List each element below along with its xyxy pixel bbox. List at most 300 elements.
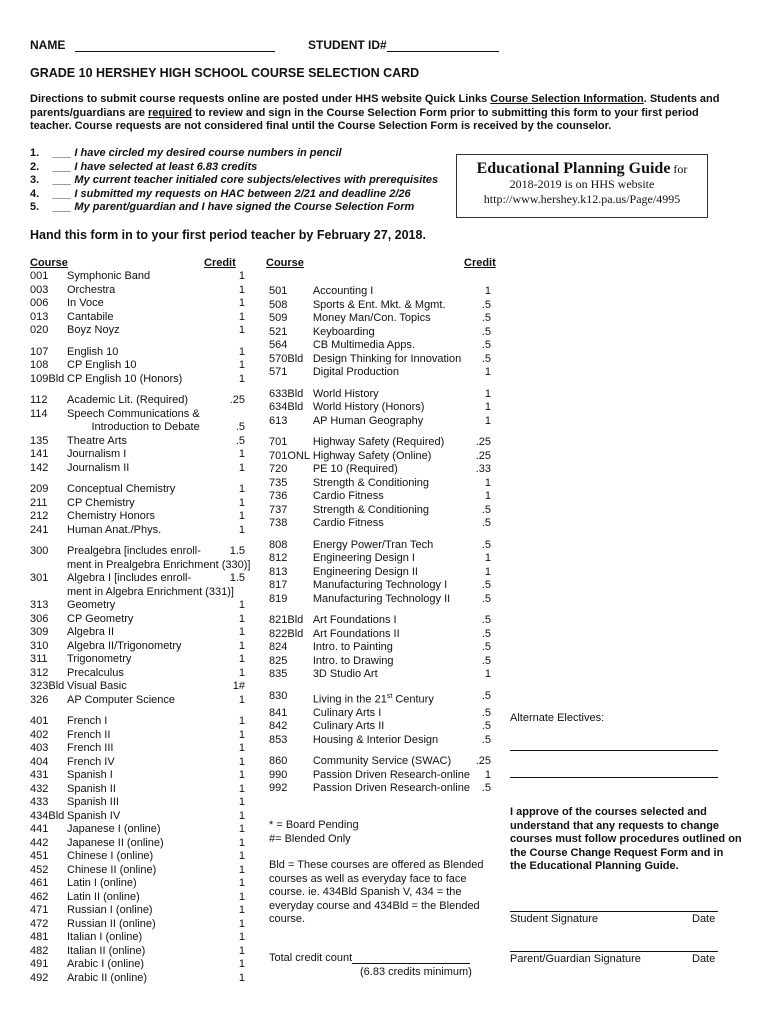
course-credit: 1 <box>484 565 491 578</box>
course-code: 404 <box>30 755 49 768</box>
course-code: 312 <box>30 666 49 679</box>
course-row[interactable] <box>30 408 245 422</box>
course-credit: .5 <box>481 733 491 746</box>
course-credit: 1 <box>238 310 245 323</box>
group-spacer <box>269 606 491 614</box>
course-credit: 1 <box>238 931 245 943</box>
course-code: 006 <box>30 297 49 309</box>
course-row[interactable] <box>30 324 245 338</box>
parent-signature-line[interactable] <box>510 951 718 952</box>
directions <box>30 93 740 134</box>
checklist-number: 1. <box>30 147 40 159</box>
course-code: 633Bld <box>269 387 304 400</box>
course-code: 451 <box>30 850 49 862</box>
course-name: Conceptual Chemistry <box>67 483 176 495</box>
course-row[interactable] <box>30 524 245 538</box>
course-code: 461 <box>30 877 49 889</box>
course-name: Orchestra <box>67 283 116 296</box>
course-credit: 1 <box>484 366 491 378</box>
course-name: Theatre Arts <box>67 434 127 447</box>
course-code: 300 <box>30 545 49 557</box>
group-spacer <box>269 428 491 436</box>
course-row[interactable] <box>269 366 491 380</box>
course-row[interactable] <box>269 690 491 707</box>
total-credit-label: Total credit count <box>269 952 353 964</box>
course-row[interactable] <box>30 599 245 613</box>
course-code: 311 <box>30 653 48 665</box>
course-row[interactable] <box>30 680 245 694</box>
course-code: 003 <box>30 283 49 296</box>
course-row[interactable] <box>30 769 245 783</box>
course-name: CP English 10 <box>67 359 137 371</box>
course-credit: .5 <box>481 325 491 338</box>
course-row[interactable] <box>30 864 245 878</box>
course-row[interactable] <box>269 579 491 593</box>
course-code: 613 <box>269 414 288 427</box>
course-name: Manufacturing Technology II <box>312 592 451 605</box>
directions-text-2: . Students and parents/guardians are <box>30 93 720 119</box>
credit-minimum: (6.83 credits minimum) <box>360 966 472 978</box>
checklist <box>30 147 438 215</box>
course-code: 492 <box>30 971 49 984</box>
course-code: 825 <box>269 654 288 667</box>
course-code: 736 <box>269 490 288 502</box>
course-code: 313 <box>30 599 49 611</box>
course-row[interactable] <box>269 720 491 734</box>
course-code: 112 <box>30 394 48 406</box>
name-id-header <box>30 38 499 52</box>
course-credit: 1 <box>238 297 245 309</box>
course-row[interactable] <box>30 783 245 797</box>
course-row[interactable] <box>269 504 491 518</box>
course-row[interactable] <box>30 421 245 435</box>
course-name: Chinese II (online) <box>67 863 157 876</box>
course-row[interactable] <box>30 346 245 360</box>
required-word: required <box>148 106 193 119</box>
course-row[interactable] <box>30 640 245 654</box>
course-row[interactable] <box>269 655 491 669</box>
course-name: Boyz Noyz <box>67 324 120 336</box>
mid-course-label: Course <box>266 257 304 269</box>
course-code: 738 <box>269 517 288 529</box>
course-code: 720 <box>269 463 288 475</box>
course-name: Passion Driven Research-online <box>312 768 470 781</box>
course-name: Introduction to Debate <box>67 421 200 433</box>
name-field[interactable] <box>75 40 275 52</box>
course-name: Cardio Fitness <box>312 490 384 502</box>
course-credit: .25 <box>475 755 491 768</box>
course-name: Visual Basic <box>67 680 127 692</box>
course-credit: 1 <box>238 359 245 371</box>
course-name: Engineering Design II <box>312 565 418 578</box>
course-name: Manufacturing Technology I <box>312 579 448 591</box>
course-credit: .5 <box>235 421 245 433</box>
course-row[interactable] <box>269 668 491 682</box>
course-row[interactable] <box>30 510 245 524</box>
course-credit: .5 <box>481 538 491 551</box>
course-code: 824 <box>269 641 288 653</box>
course-name: Intro. to Painting <box>312 641 393 653</box>
parent-signature-label: Parent/Guardian Signature <box>510 953 641 965</box>
course-name: Intro. to Drawing <box>312 654 394 667</box>
course-row[interactable] <box>30 694 245 708</box>
course-name: Academic Lit. (Required) <box>67 394 189 406</box>
checklist-text[interactable]: ___ I have circled my desired course numbers in pencil <box>53 147 342 159</box>
mid-credit-label: Credit <box>464 257 496 269</box>
course-row[interactable] <box>30 837 245 851</box>
course-credit: 1 <box>238 270 245 282</box>
course-row[interactable] <box>30 729 245 743</box>
course-name: Spanish II <box>67 782 116 795</box>
course-code: 737 <box>269 503 288 516</box>
course-code: 501 <box>269 285 288 297</box>
course-name: Art Foundations I <box>312 614 397 626</box>
course-credit: 1 <box>238 372 245 385</box>
checklist-text[interactable]: ___ My current teacher initialed core subjects/electives with prerequisites <box>53 174 439 187</box>
course-code: 114 <box>30 407 48 420</box>
left-course-list <box>30 270 251 985</box>
course-credit: 1 <box>238 626 245 638</box>
course-name: Japanese I (online) <box>67 823 161 835</box>
checklist-item <box>30 161 438 175</box>
course-code: 326 <box>30 693 49 706</box>
course-code: 817 <box>269 579 288 591</box>
course-code: 570Bld <box>269 352 304 365</box>
course-credit: 1 <box>484 668 491 680</box>
course-credit: 1 <box>238 809 245 822</box>
course-row[interactable] <box>30 359 245 373</box>
course-row[interactable] <box>269 285 491 299</box>
course-row[interactable] <box>30 558 251 573</box>
course-name: Journalism II <box>67 461 130 474</box>
course-credit: .33 <box>475 463 491 475</box>
course-code: 402 <box>30 728 49 741</box>
course-code: 842 <box>269 720 288 733</box>
course-code: 301 <box>30 572 49 584</box>
course-credit: 1 <box>238 782 245 795</box>
course-name: French I <box>67 715 108 727</box>
total-credit <box>269 952 470 964</box>
left-course-header <box>30 257 240 269</box>
course-name: PE 10 (Required) <box>312 463 398 475</box>
course-credit: 1 <box>238 890 245 903</box>
course-name: World History (Honors) <box>312 401 425 413</box>
course-code: 701ONL <box>269 449 310 462</box>
course-name: Japanese II (online) <box>67 836 164 849</box>
course-row[interactable] <box>269 477 491 491</box>
course-credit: .5 <box>481 517 491 529</box>
course-row[interactable] <box>30 850 245 864</box>
course-credit: 1 <box>484 552 491 564</box>
course-name: Highway Safety (Required) <box>312 436 445 448</box>
course-code: 434Bld <box>30 809 65 822</box>
course-name: Living in the 21st Century <box>312 692 434 706</box>
course-row[interactable] <box>269 401 491 415</box>
course-credit: .5 <box>481 654 491 667</box>
course-code: 211 <box>30 496 48 509</box>
course-code: 107 <box>30 345 49 358</box>
course-code: 309 <box>30 626 49 638</box>
course-row[interactable] <box>269 450 491 464</box>
course-credit: 1 <box>238 448 245 460</box>
course-code: 020 <box>30 324 49 336</box>
group-spacer <box>30 707 245 715</box>
student-date-label: Date <box>692 913 716 925</box>
course-name: Sports & Ent. Mkt. & Mgmt. <box>312 298 446 311</box>
course-row[interactable] <box>30 877 245 891</box>
checklist-text[interactable]: ___ My parent/guardian and I have signed the Course Selection Form <box>53 201 415 214</box>
total-credit-field[interactable] <box>352 952 470 964</box>
epg-url[interactable]: http://www.hershey.k12.pa.us/Page/4995 <box>483 192 681 206</box>
course-name: CB Multimedia Apps. <box>312 339 415 351</box>
course-name: ment in Prealgebra Enrichment (330)] <box>67 558 251 571</box>
course-row[interactable] <box>269 353 491 367</box>
course-credit: 1 <box>238 496 245 509</box>
course-row[interactable] <box>269 552 491 566</box>
course-name: Culinary Arts I <box>312 706 382 719</box>
checklist-number: 3. <box>30 174 40 187</box>
course-row[interactable] <box>30 435 245 449</box>
course-row[interactable] <box>269 415 491 429</box>
checklist-item <box>30 201 438 215</box>
course-code: 431 <box>30 769 49 781</box>
course-credit: .5 <box>481 706 491 719</box>
course-name: Engineering Design I <box>312 552 415 564</box>
course-row[interactable] <box>30 497 245 511</box>
course-name: World History <box>312 387 379 400</box>
left-credit-label: Credit <box>204 257 236 269</box>
course-code: 452 <box>30 863 49 876</box>
course-credit: .5 <box>481 641 491 653</box>
course-credit: .5 <box>481 720 491 733</box>
course-name: Culinary Arts II <box>312 720 385 733</box>
course-name: Keyboarding <box>312 325 375 338</box>
course-code: 135 <box>30 434 49 447</box>
course-row[interactable] <box>30 270 245 284</box>
course-name: Community Service (SWAC) <box>312 755 452 768</box>
course-row[interactable] <box>30 958 245 972</box>
parent-date-label: Date <box>692 953 716 965</box>
course-name: Spanish III <box>67 796 119 808</box>
course-name: Chinese I (online) <box>67 850 154 862</box>
checklist-text[interactable]: ___ I have selected at least 6.83 credits <box>53 160 258 173</box>
course-row[interactable] <box>30 891 245 905</box>
course-row[interactable] <box>30 297 245 311</box>
course-name: Precalculus <box>67 666 124 679</box>
course-row[interactable] <box>30 613 245 627</box>
course-row[interactable] <box>269 326 491 340</box>
course-row[interactable] <box>269 707 491 721</box>
course-name: Cardio Fitness <box>312 517 384 529</box>
course-credit: 1 <box>484 285 491 297</box>
course-code: 853 <box>269 733 288 746</box>
group-spacer <box>269 380 491 388</box>
directions-text-3: to review and sign in the Course Selection Form prior to submitting this form to your first period teacher. Course requests are not considered final until the Course Selection Form is received by the counselor. <box>30 106 699 132</box>
course-code: 509 <box>269 312 288 324</box>
epg-title: Educational Planning Guide <box>476 160 671 177</box>
course-credit: .5 <box>481 339 491 351</box>
course-row[interactable] <box>269 782 491 796</box>
course-credit: 1 <box>238 917 245 930</box>
course-credit <box>225 408 245 422</box>
course-code <box>30 586 67 600</box>
checklist-item <box>30 188 438 202</box>
course-row[interactable] <box>269 436 491 450</box>
course-row[interactable] <box>269 339 491 353</box>
course-row[interactable] <box>269 641 491 655</box>
course-row[interactable] <box>30 284 245 298</box>
course-row[interactable] <box>269 769 491 783</box>
course-row[interactable] <box>30 462 245 476</box>
course-row[interactable] <box>30 972 245 986</box>
alternate-elective-line-2[interactable] <box>510 777 718 778</box>
course-row[interactable] <box>30 756 245 770</box>
course-name: Italian II (online) <box>67 944 146 957</box>
course-row[interactable] <box>269 734 491 748</box>
course-credit: 1 <box>238 823 245 835</box>
course-credit: 1 <box>238 836 245 849</box>
course-row[interactable] <box>30 742 245 756</box>
course-name: AP Computer Science <box>67 693 176 706</box>
course-row[interactable] <box>30 653 245 667</box>
course-name: Energy Power/Tran Tech <box>312 538 434 551</box>
course-name: CP Chemistry <box>67 496 135 509</box>
course-row[interactable] <box>269 628 491 642</box>
course-code: 521 <box>269 325 288 338</box>
course-name: Latin II (online) <box>67 890 140 903</box>
course-row[interactable] <box>269 312 491 326</box>
course-row[interactable] <box>30 945 245 959</box>
course-row[interactable] <box>30 545 245 559</box>
course-row[interactable] <box>30 311 245 325</box>
course-row[interactable] <box>30 483 245 497</box>
course-code <box>30 421 67 435</box>
course-credit: 1 <box>484 476 491 489</box>
course-row[interactable] <box>269 539 491 553</box>
course-row[interactable] <box>30 586 245 600</box>
course-credit: .25 <box>229 394 245 406</box>
course-code: 109Bld <box>30 372 65 385</box>
course-name: Spanish IV <box>67 809 121 822</box>
course-name: French II <box>67 728 111 741</box>
course-credit: 1 <box>238 461 245 474</box>
course-credit: .25 <box>475 449 491 462</box>
planning-guide-box <box>456 154 708 218</box>
course-row[interactable] <box>30 904 245 918</box>
course-credit: 1 <box>238 283 245 296</box>
course-row[interactable] <box>269 517 491 531</box>
group-spacer <box>30 386 245 394</box>
course-row[interactable] <box>269 614 491 628</box>
course-code: 323Bld <box>30 680 65 692</box>
course-credit: 1 <box>238 863 245 876</box>
course-credit: 1 <box>238 666 245 679</box>
course-name: Algebra II <box>67 626 115 638</box>
course-row[interactable] <box>30 931 245 945</box>
course-row[interactable] <box>269 299 491 313</box>
alternate-electives-label: Alternate Electives: <box>510 712 605 724</box>
course-name: Prealgebra [includes enroll- <box>67 545 201 557</box>
group-spacer <box>269 682 491 690</box>
course-credit: 1 <box>484 490 491 502</box>
course-name: Design Thinking for Innovation <box>312 352 462 365</box>
course-name: Algebra I [includes enroll- <box>67 572 192 584</box>
course-credit: 1 <box>238 639 245 652</box>
course-row[interactable] <box>30 394 245 408</box>
course-code: 481 <box>30 931 49 943</box>
course-row[interactable] <box>269 388 491 402</box>
course-credit: .5 <box>481 592 491 605</box>
course-row[interactable] <box>30 715 245 729</box>
course-name: Spanish I <box>67 769 113 781</box>
course-credit: 1 <box>238 324 245 336</box>
course-row[interactable] <box>269 566 491 580</box>
course-row[interactable] <box>269 593 491 607</box>
course-row[interactable] <box>269 490 491 504</box>
course-row[interactable] <box>30 667 245 681</box>
group-spacer <box>269 531 491 539</box>
course-code: 564 <box>269 339 288 351</box>
course-credit: .5 <box>481 614 491 626</box>
course-credit: 1 <box>238 523 245 536</box>
course-code: 433 <box>30 796 49 808</box>
board-pending-note: * = Board Pending <box>269 819 359 831</box>
course-credit <box>225 586 245 600</box>
course-code: 735 <box>269 476 288 489</box>
course-code: 462 <box>30 890 49 903</box>
course-selection-info-link[interactable]: Course Selection Information <box>490 93 644 105</box>
course-credit: 1 <box>484 414 491 427</box>
course-row[interactable] <box>30 810 245 824</box>
epg-for: for <box>670 162 688 176</box>
name-label: NAME <box>30 38 66 52</box>
course-code: 812 <box>269 552 288 564</box>
course-name: CP Geometry <box>67 612 134 625</box>
student-id-label: STUDENT ID# <box>308 38 387 52</box>
course-code: 701 <box>269 436 288 448</box>
course-row[interactable] <box>30 796 245 810</box>
course-name: Journalism I <box>67 448 127 460</box>
course-code: 822Bld <box>269 627 304 640</box>
course-code: 442 <box>30 836 49 849</box>
course-credit: 1 <box>238 599 245 611</box>
course-row[interactable] <box>30 448 245 462</box>
course-code: 482 <box>30 944 49 957</box>
course-row[interactable] <box>30 918 245 932</box>
student-signature-line[interactable] <box>510 911 718 912</box>
checklist-text[interactable]: ___ I submitted my requests on HAC between 2/21 and deadline 2/26 <box>53 187 411 200</box>
course-row[interactable] <box>269 755 491 769</box>
course-code: 571 <box>269 366 288 378</box>
course-code: 472 <box>30 917 49 930</box>
course-row[interactable] <box>30 626 245 640</box>
course-row[interactable] <box>30 373 245 387</box>
course-credit: .5 <box>481 689 491 702</box>
course-credit: 1 <box>484 768 491 781</box>
course-name: Symphonic Band <box>67 270 151 282</box>
course-code: 634Bld <box>269 401 304 413</box>
course-row[interactable] <box>269 463 491 477</box>
course-row[interactable] <box>30 823 245 837</box>
student-id-field[interactable] <box>387 40 499 52</box>
course-credit: .25 <box>475 436 491 448</box>
course-row[interactable] <box>30 572 245 586</box>
course-credit: 1 <box>238 755 245 768</box>
course-credit: 1 <box>238 728 245 741</box>
course-credit: 1 <box>238 796 245 808</box>
course-name: Digital Production <box>312 366 400 378</box>
alternate-elective-line-1[interactable] <box>510 750 718 751</box>
